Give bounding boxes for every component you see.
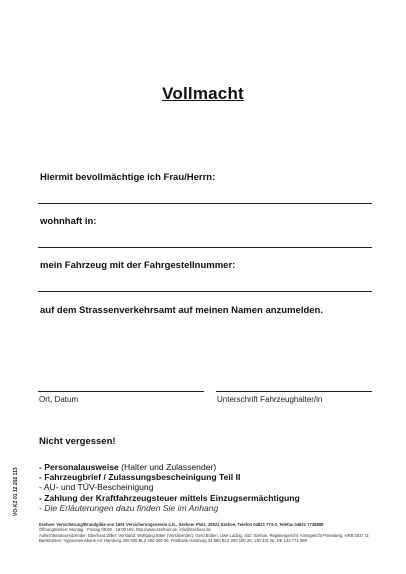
footer-hours-line: Öffnungszeiten: Montag - Freitag 08:00 - 18:00 Uhr, http://www.itzehoer.de, info@itzehoer.de	[39, 527, 211, 533]
registration-statement: auf dem Strassenverkehrsamt auf meinen Namen anzumelden.	[40, 305, 323, 316]
field-label-address: wohnhaft in:	[40, 216, 97, 227]
place-date-line[interactable]	[38, 391, 204, 392]
list-item: - Personalausweise (Halter und Zulassender)	[39, 462, 217, 472]
list-item: - AU- und TÜV-Bescheinigung	[39, 482, 154, 493]
field-line-authorized-person[interactable]	[38, 203, 372, 204]
place-date-label: Ort, Datum	[39, 395, 79, 404]
company-footer	[39, 522, 374, 544]
signature-line[interactable]	[216, 391, 372, 392]
page-title: Vollmacht	[162, 84, 244, 103]
appendix-note: - Die Erläuterungen dazu finden Sie im Anhang	[39, 502, 219, 513]
field-label-authorized-person: Hiermit bevollmächtige ich Frau/Herrn:	[40, 172, 216, 183]
form-code: VO-KZ 01 12 202 113	[13, 467, 19, 516]
footer-board-line: Aufsichtsratsvorsitzender: Eberhard Diller; Vorstand: Wolfgang Bitter (Vorsitzender), Gerd Bolten, Uwe Ladzig, Sitz: Itzehoe, Registergericht: Amtsgericht Pinneberg, HRB 0037 IZ	[39, 532, 369, 538]
field-line-chassis-number[interactable]	[38, 291, 372, 292]
document-checklist	[39, 462, 300, 513]
footer-company-line: Itzehoer Versicherung/Brandgilde von 1691 Versicherungsverein a.G., Itzehoer Platz, 25521 Itzehoe, Telefon 04821 773-0, Telefax 04821 7738888	[39, 522, 324, 527]
field-label-chassis-number: mein Fahrzeug mit der Fahrgestellnummer:	[40, 260, 236, 271]
reminder-heading: Nicht vergessen!	[39, 436, 116, 447]
signature-label: Unterschrift Fahrzeughalter/in	[217, 395, 323, 404]
list-item: - Zahlung der Kraftfahrzeugsteuer mittels Einzugsermächtigung	[39, 492, 300, 503]
footer-bank-line: Bankkonten: Hypovereinsbank AG Hamburg 200 000 BLZ 200 300 00, Postbank Hamburg 34 880 BLZ 200 100 20, 120 431 Nr. DE 134 771 598	[39, 538, 307, 544]
list-item: - Fahrzeugbrief / Zulassungsbescheinigung Teil II	[39, 472, 241, 483]
field-line-address[interactable]	[38, 247, 372, 248]
